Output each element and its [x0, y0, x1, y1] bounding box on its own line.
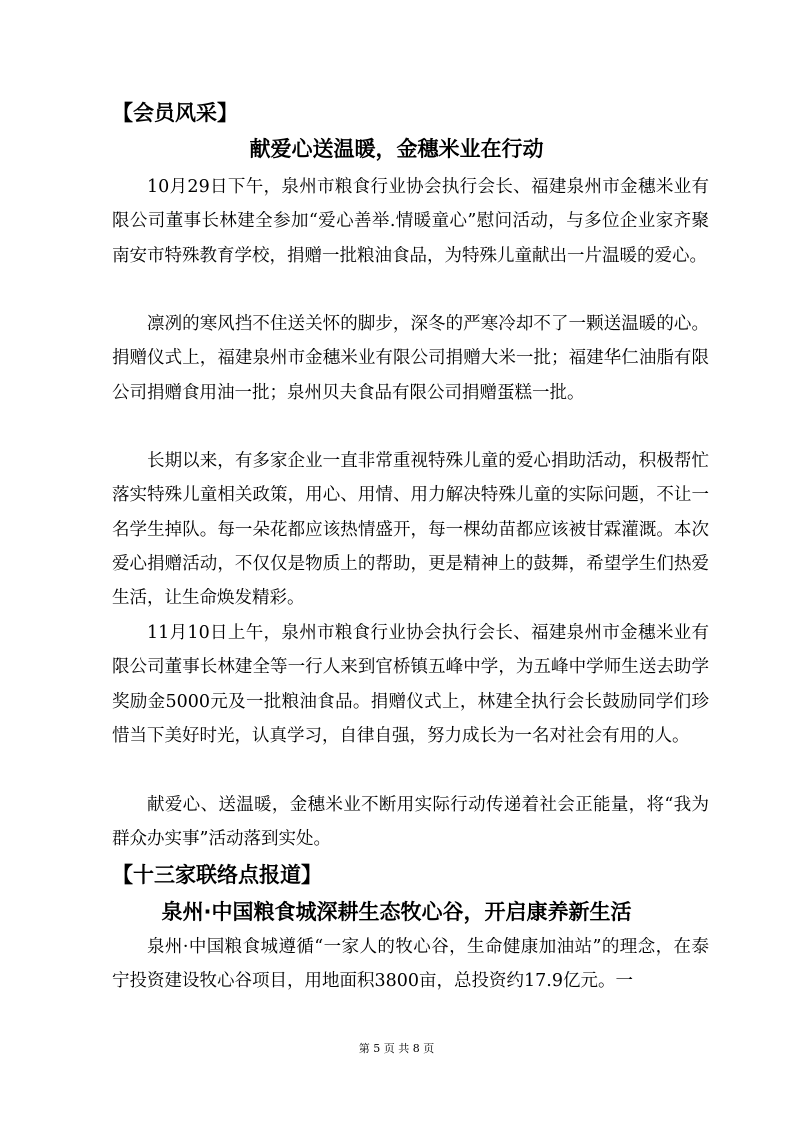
paragraph-1: 10月29日下午，泉州市粮食行业协会执行会长、福建泉州市金穗米业有限公司董事长林建全参加“爱心善举.情暖童心”慰问活动，与多位企业家齐聚南安市特殊教育学校，捐赠一批粮油食品，为特殊儿童献出一片温暖的爱心。: [112, 177, 709, 266]
paragraph-3: 长期以来，有多家企业一直非常重视特殊儿童的爱心捐助活动，积极帮忙落实特殊儿童相关政策，用心、用情、用力解决特殊儿童的实际问题，不让一名学生掉队。每一朵花都应该热情盛开，每一棵幼苗都应该被甘霖灌溉。本次爱心捐赠活动，不仅仅是物质上的帮助，更是精神上的鼓舞，希望学生们热爱生活，让生命焕发精彩。: [112, 451, 709, 609]
article-title-grain-city: 泉州·中国粮食城深耕生态牧心谷，开启康养新生活: [161, 900, 632, 924]
section-heading-member-style: 【会员风采】: [112, 101, 238, 125]
paragraph-2: 凛冽的寒风挡不住送关怀的脚步，深冬的严寒冷却不了一颗送温暖的心。捐赠仪式上，福建泉州市金穗米业有限公司捐赠大米一批；福建华仁油脂有限公司捐赠食用油一批；泉州贝夫食品有限公司捐赠蛋糕一批。: [112, 314, 709, 403]
article-title-jinsui: 献爱心送温暖，金穗米业在行动: [249, 137, 544, 161]
page-footer: 第 5 页 共 8 页: [358, 1042, 435, 1055]
paragraph-5: 献爱心、送温暖，金穗米业不断用实际行动传递着社会正能量，将“我为群众办实事”活动落到实处。: [112, 795, 709, 850]
paragraph-6: 泉州·中国粮食城遵循“一家人的牧心谷，生命健康加油站”的理念，在泰宁投资建设牧心谷项目，用地面积3800亩，总投资约17.9亿元。一: [112, 937, 709, 992]
paragraph-4: 11月10日上午，泉州市粮食行业协会执行会长、福建泉州市金穗米业有限公司董事长林建全等一行人来到官桥镇五峰中学，为五峰中学师生送去助学奖励金5000元及一批粮油食品。捐赠仪式上，林建全执行会长鼓励同学们珍惜当下美好时光，认真学习，自律自强，努力成长为一名对社会有用的人。: [112, 623, 709, 746]
section-heading-liaison-report: 【十三家联络点报道】: [112, 863, 322, 887]
